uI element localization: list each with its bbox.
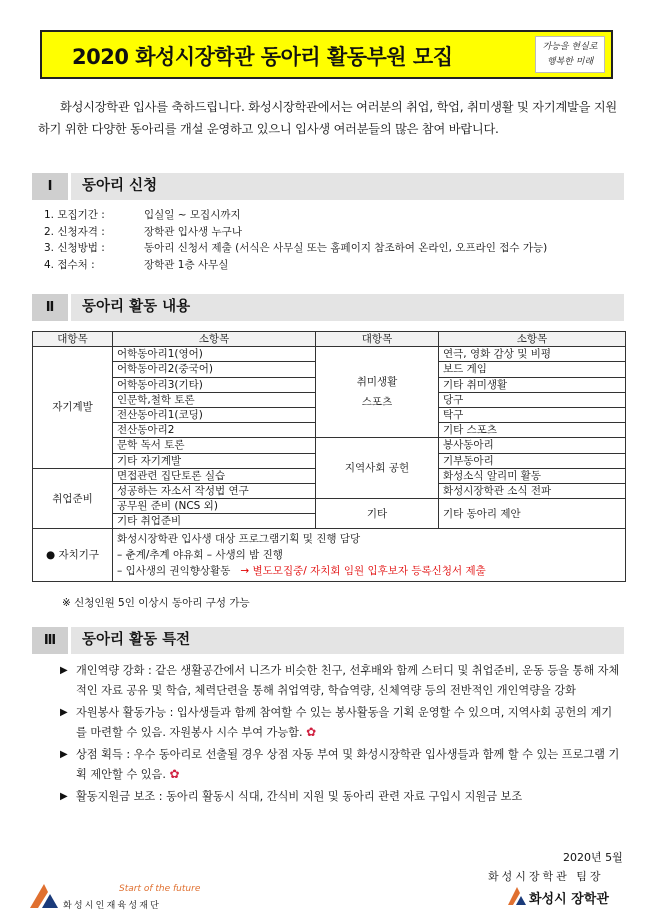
signature-team: 화성시장학관 팀장: [488, 870, 604, 883]
date: 2020년 5월: [563, 851, 623, 864]
table-row-autonomy: ● 자치기구 화성시장학관 입사생 대상 프로그램기획 및 진행 담당 – 춘계/추계 야유회 – 사생의 밤 진행 – 입사생의 권익향상활동 → 별도모집중/ 자치회 임원 입후보자 등록신청서 제출: [33, 529, 626, 582]
section-number: Ⅱ: [32, 294, 71, 321]
foundation-logo: [30, 884, 205, 910]
badge-line-1: 가능을 현실로: [542, 42, 598, 52]
page-title: 2020 화성시장학관 동아리 활동부원 모집: [72, 45, 453, 69]
section-title: 동아리 활동 특전: [82, 632, 191, 648]
autonomy-notice: → 별도모집중/ 자치회 임원 입후보자 등록신청서 제출: [240, 565, 486, 578]
table-row: 취업준비 면접관련 집단토론 실습 화성소식 알리미 활동: [33, 468, 626, 483]
list-item: 2. 신청자격 : 장학관 입사생 누구나: [44, 225, 242, 238]
list-item: ▶ 활동지원금 보조 : 동아리 활동시 식대, 간식비 지원 및 동아리 관련 자료 구입시 지원금 보조: [60, 787, 622, 807]
application-info-list: [44, 207, 547, 273]
activity-table: [32, 331, 626, 582]
category-community: 지역사회 공헌: [316, 438, 439, 499]
table-row: 공무원 준비 (NCS 외) 기타 기타 동아리 제안: [33, 499, 626, 514]
table-row: 기타 취업준비: [33, 514, 626, 529]
section-number: Ⅲ: [32, 627, 71, 654]
table-row: 어학동아리3(기타) 기타 취미생활: [33, 377, 626, 392]
list-item: 3. 신청방법 : 동아리 신청서 제출 (서식은 사무실 또는 홈페이지 참조하여 온라인, 오프라인 접수 가능): [44, 242, 548, 254]
dormitory-mark-icon: [508, 887, 526, 905]
table-row: 기타 자기계발 기부동아리: [33, 453, 626, 468]
list-item: ▶ 개인역량 강화 : 같은 생활공간에서 니즈가 비슷한 친구, 선후배와 함께 스터디 및 취업준비, 운동 등을 통해 자체적인 자료 공유 및 학습, 체력단련을 통해 취업역량, 학습역량, 신체역량 등의 전반적인 개인역량을 강화: [60, 661, 622, 700]
intro-paragraph: 화성시장학관 입사를 축하드립니다. 화성시장학관에서는 여러분의 취업, 학업, 취미생활 및 자기계발을 지원하기 위한 다양한 동아리를 개설 운영하고 있으니 입사생 여러분들의 많은 참여 바랍니다.: [38, 100, 617, 136]
flower-icon: ✿: [306, 724, 317, 739]
foundation-mark-icon: [30, 884, 58, 908]
list-item: 4. 접수처 : 장학관 1층 사무실: [44, 258, 229, 271]
table-row: 전산동아리1(코딩) 탁구: [33, 407, 626, 422]
table-note: ※ 신청인원 5인 이상시 동아리 구성 가능: [62, 597, 250, 609]
dormitory-name: 화성시 장학관: [529, 892, 609, 907]
table-row: 인문학,철학 토론 당구: [33, 392, 626, 407]
dormitory-logo: [508, 885, 628, 909]
table-row: 어학동아리2(중국어) 보드 게임: [33, 362, 626, 377]
triangle-bullet-icon: ▶: [60, 791, 68, 802]
flower-icon: ✿: [169, 766, 180, 781]
title-banner: [40, 30, 613, 79]
section-1-header: [32, 173, 624, 200]
section-2-header: [32, 294, 624, 321]
section-number: Ⅰ: [32, 173, 71, 200]
category-hobby: 취미생활 스포츠: [316, 347, 439, 438]
table-row: 성공하는 자소서 작성법 연구 화성시장학관 소식 전파: [33, 483, 626, 498]
foundation-name: 화성시인재육성재단: [63, 901, 162, 911]
foundation-slogan: Start of the future: [119, 884, 201, 894]
category-autonomy: ● 자치기구: [33, 529, 113, 582]
category-self-dev: 자기계발: [33, 347, 113, 469]
table-row: 자기계발 어학동아리1(영어) 취미생활 스포츠 연극, 영화 감상 및 비평: [33, 347, 626, 362]
category-job: 취업준비: [33, 468, 113, 529]
section-title: 동아리 활동 내용: [82, 299, 191, 315]
list-item: ▶ 상점 획득 : 우수 동아리로 선출될 경우 상점 자동 부여 및 화성시장학관 입사생들과 함께 할 수 있는 프로그램 기획 제안할 수 있음. ✿: [60, 745, 622, 784]
triangle-bullet-icon: ▶: [60, 707, 68, 718]
table-header-row: 대항목 소항목 대항목 소항목: [33, 332, 626, 347]
category-etc: 기타: [316, 499, 439, 529]
section-title: 동아리 신청: [82, 178, 158, 194]
triangle-bullet-icon: ▶: [60, 749, 68, 760]
table-row: 문학 독서 토론 지역사회 공헌 봉사동아리: [33, 438, 626, 453]
section-3-header: [32, 627, 624, 654]
triangle-bullet-icon: ▶: [60, 665, 68, 676]
benefits-list: [60, 661, 622, 810]
list-item: 1. 모집기간 : 입실일 ~ 모집시까지: [44, 209, 241, 221]
table-row: 전산동아리2 기타 스포츠: [33, 423, 626, 438]
list-item: ▶ 자원봉사 활동가능 : 입사생들과 함께 참여할 수 있는 봉사활동을 기획 운영할 수 있으며, 지역사회 공헌의 계기를 마련할 수 있음. 자원봉사 시수 부여 가능함. ✿: [60, 703, 622, 742]
slogan-badge: [535, 36, 605, 73]
badge-line-2: 행복한 미래: [546, 57, 594, 67]
